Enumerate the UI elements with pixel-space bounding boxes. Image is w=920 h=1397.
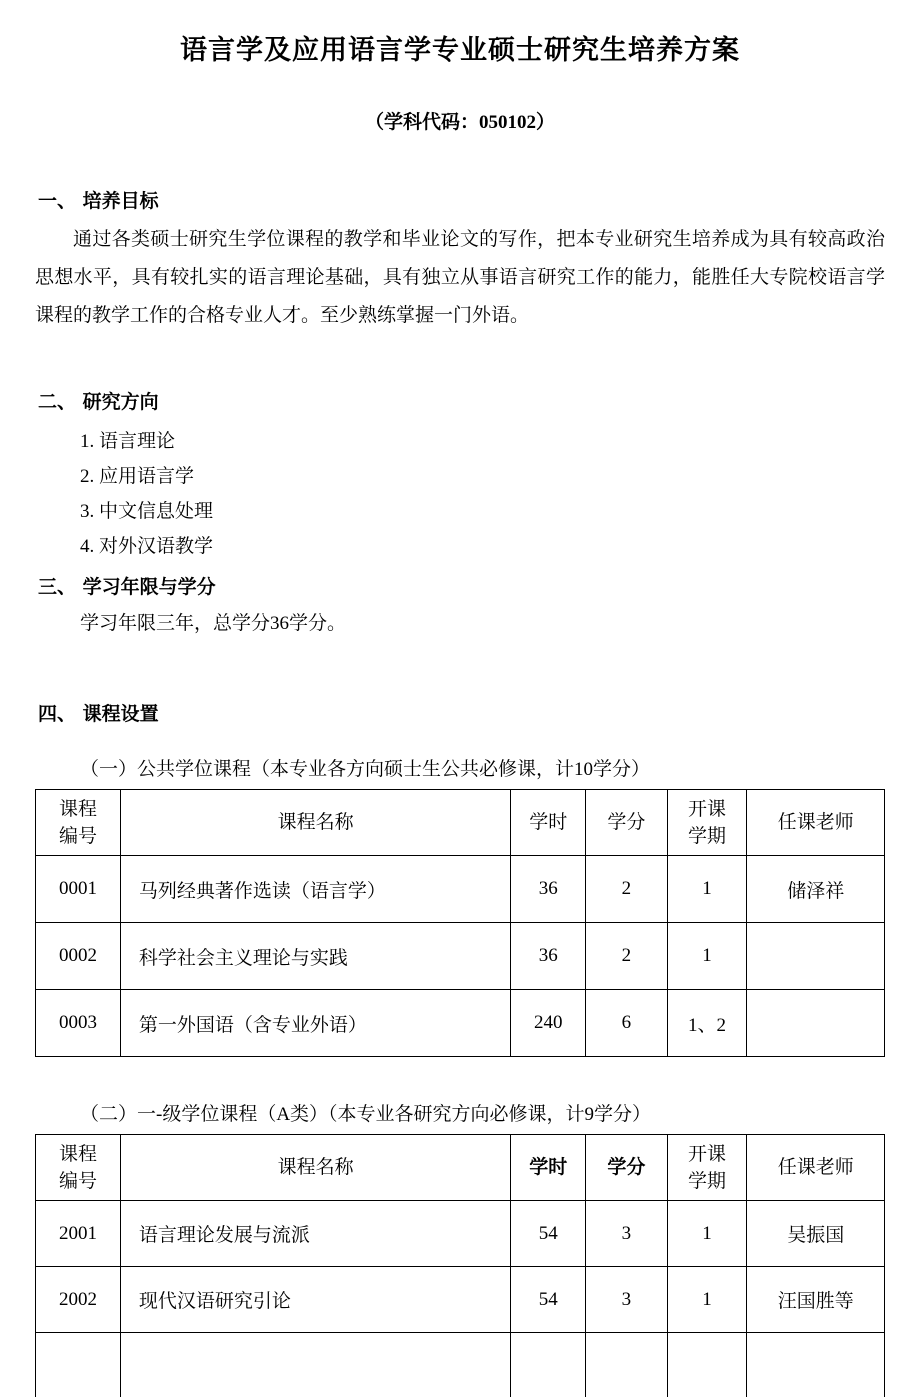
table-row: [36, 1201, 885, 1267]
hours-cell: 240: [511, 990, 586, 1057]
course-name-cell: [120, 1333, 511, 1397]
hours-header: 学时: [511, 1135, 586, 1201]
a-class-courses-table: [35, 1134, 885, 1397]
teacher-header: 任课老师: [747, 1135, 885, 1201]
table-2-caption: （二）一-级学位课程（A类）（本专业各研究方向必修课，计9学分）: [80, 1104, 652, 1125]
credits-header: 学分: [586, 790, 668, 856]
course-name-cell: 科学社会主义理论与实践: [120, 923, 511, 990]
document-title: 语言学及应用语言学专业硕士研究生培养方案: [180, 35, 740, 66]
credits-cell: 3: [586, 1201, 668, 1267]
credits-cell: 3: [586, 1267, 668, 1333]
course-id-header: [36, 790, 121, 856]
section-2-heading: 二、 研究方向: [38, 391, 159, 413]
section-1-heading: 一、 培养目标: [38, 190, 159, 212]
hours-cell: 54: [511, 1267, 586, 1333]
course-id-header-line1: 课程: [58, 1143, 97, 1165]
list-item: 3. 中文信息处理: [80, 501, 214, 522]
table-row: [36, 1333, 885, 1397]
course-name-cell: 现代汉语研究引论: [120, 1267, 511, 1333]
course-name-header: 课程名称: [120, 790, 511, 856]
term-cell: 1: [667, 1267, 747, 1333]
term-header-line1: 开课: [688, 798, 727, 820]
course-name-cell: 第一外国语（含专业外语）: [120, 990, 511, 1057]
course-id-header-line1: 课程: [58, 798, 97, 820]
course-id-cell: [36, 1333, 121, 1397]
hours-cell: [511, 1333, 586, 1397]
course-name-cell: 马列经典著作选读（语言学）: [120, 856, 511, 923]
teacher-cell: 储泽祥: [747, 856, 885, 923]
teacher-header: 任课老师: [747, 790, 885, 856]
public-courses-table: [35, 789, 885, 1057]
teacher-cell: [747, 990, 885, 1057]
credits-cell: [586, 1333, 668, 1397]
term-cell: 1: [667, 1201, 747, 1267]
course-id-cell: 0001: [36, 856, 121, 923]
credits-header: 学分: [586, 1135, 668, 1201]
course-id-cell: 2002: [36, 1267, 121, 1333]
hours-cell: 54: [511, 1201, 586, 1267]
term-header-line1: 开课: [688, 1143, 727, 1165]
table-header-row: [36, 790, 885, 856]
course-id-header-line2: 编号: [58, 1170, 97, 1192]
list-item: 2. 应用语言学: [80, 466, 195, 487]
teacher-cell: 吴振国: [747, 1201, 885, 1267]
hours-cell: 36: [511, 923, 586, 990]
section-4-heading: 四、 课程设置: [38, 703, 159, 725]
term-cell: 1: [667, 856, 747, 923]
term-header: [667, 1135, 747, 1201]
list-item: 4. 对外汉语教学: [80, 536, 214, 557]
credits-cell: 6: [586, 990, 668, 1057]
course-id-cell: 0002: [36, 923, 121, 990]
table-1-caption: （一）公共学位课程（本专业各方向硕士生公共必修课，计10学分）: [80, 759, 651, 780]
credits-cell: 2: [586, 923, 668, 990]
course-id-header: [36, 1135, 121, 1201]
section-3-body: 学习年限三年，总学分36学分。: [80, 613, 347, 634]
document-page: [0, 28, 920, 1397]
table-header-row: [36, 1135, 885, 1201]
section-1-body: 通过各类硕士研究生学位课程的教学和毕业论文的写作，把本专业研究生培养成为具有较高政治思想水平，具有较扎实的语言理论基础，具有独立从事语言研究工作的能力，能胜任大专院校语言学课程的教学工作的合格专业人才。至少熟练掌握一门外语。: [35, 229, 885, 326]
table-row: [36, 923, 885, 990]
section-3-heading: 三、 学习年限与学分: [38, 576, 216, 598]
term-header: [667, 790, 747, 856]
course-name-cell: 语言理论发展与流派: [120, 1201, 511, 1267]
teacher-cell: 汪国胜等: [747, 1267, 885, 1333]
course-id-cell: 0003: [36, 990, 121, 1057]
term-cell: 1: [667, 923, 747, 990]
list-item: 1. 语言理论: [80, 431, 176, 452]
course-name-header: 课程名称: [120, 1135, 511, 1201]
teacher-cell: [747, 1333, 885, 1397]
term-header-line2: 学期: [688, 1170, 727, 1192]
term-cell: [667, 1333, 747, 1397]
term-cell: 1、2: [667, 990, 747, 1057]
table-row: [36, 990, 885, 1057]
term-header-line2: 学期: [688, 825, 727, 847]
course-id-cell: 2001: [36, 1201, 121, 1267]
course-id-header-line2: 编号: [58, 825, 97, 847]
document-subtitle: （学科代码：050102）: [364, 112, 555, 133]
credits-cell: 2: [586, 856, 668, 923]
table-row: [36, 856, 885, 923]
teacher-cell: [747, 923, 885, 990]
table-row: [36, 1267, 885, 1333]
hours-header: 学时: [511, 790, 586, 856]
hours-cell: 36: [511, 856, 586, 923]
research-directions-list: [80, 424, 885, 564]
